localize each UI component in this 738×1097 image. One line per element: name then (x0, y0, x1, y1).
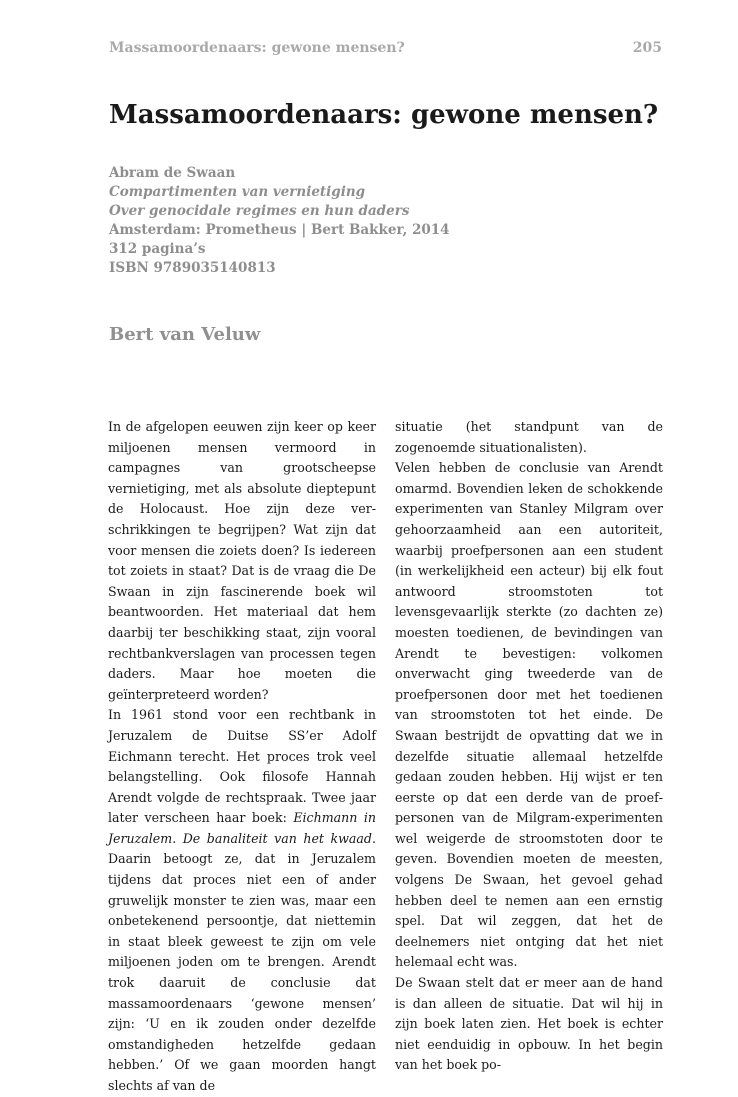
book-title: Compartimenten van vernietiging (109, 184, 366, 200)
running-header (109, 40, 662, 56)
running-title: Massamoordenaars: gewone mensen? (109, 40, 405, 56)
body-column-right (395, 417, 663, 1076)
paragraph-text: In 1961 stond voor een rechtbank in Jeruzalem de Duitse SS’er Adolf Eichmann terecht. Het proces trok veel belangstelling. Ook filosofe Hannah Arendt volgde de rechtspraak. Twee jaar later verscheen haar boek: (108, 707, 376, 826)
paragraph: De Swaan stelt dat er meer aan de hand is dan alleen de situatie. Dat wil hij in zijn boek laten zien. Het boek is echter niet eenduidig in opbouw. In het begin van het boek po- (395, 975, 663, 1073)
book-subtitle: Over genocidale regimes en hun daders (109, 203, 410, 219)
reviewer-name: Bert van Veluw (109, 324, 261, 345)
page-number: 205 (632, 40, 662, 56)
book-details (109, 164, 450, 278)
paragraph-text: . Daarin betoogt ze, dat in Jeruzalem tijdens dat proces niet een of ander gruwelijk monster te zien was, maar een onbetekenend persoontje, dat niettemin in staat bleek geweest te zijn om vele miljoenen joden om te brengen. Arendt trok daaruit de conclusie dat massamoordenaars ‘gewone mensen’ zijn: ‘U en ik zouden onder dezelfde omstandigheden hetzelfde gedaan hebben.’ Of we gaan moorden hangt slechts af van de (108, 830, 376, 1093)
paragraph: situatie (het standpunt van de zogenoemde situationalisten). (395, 419, 663, 455)
book-publisher: Amsterdam: Prometheus | Bert Bakker, 2014 (109, 222, 450, 238)
book-author: Abram de Swaan (109, 165, 236, 181)
book-pages: 312 pagina’s (109, 241, 206, 257)
paragraph: Velen hebben de conclusie van Arendt omarmd. Bovendien leken de schokkende experimenten van Stanley Milgram over gehoorzaamheid aan een autoriteit, waarbij proefpersonen aan een student (in werkelijkheid een acteur) bij elk fout antwoord stroomstoten tot levensgevaarlijk sterkte (zo dachten ze) moesten toedienen, de bevindingen van Arendt te bevestigen: volkomen onverwacht ging tweederde van de proefpersonen door met het toedienen van stroomstoten tot het einde. De Swaan bestrijdt de opvatting dat we in dezelfde situatie allemaal hetzelfde gedaan zouden hebben. Hij wijst er ten eerste op dat een derde van de proefpersonen van de Milgram-experimenten wel weigerde de stroomstoten door te geven. Bovendien moeten de meesten, volgens De Swaan, het gevoel gehad hebben deel te nemen aan een ernstig spel. Dat wil zeggen, dat het de deelnemers niet ontging dat het niet helemaal echt was. (395, 460, 663, 970)
article-title: Massamoordenaars: gewone mensen? (109, 100, 659, 130)
paragraph: In de afgelopen eeuwen zijn keer op keer miljoenen mensen vermoord in campagnes van grootscheepse vernietiging, met als absolute dieptepunt de Holocaust. Hoe zijn deze verschrikkingen te begrijpen? Wat zijn dat voor mensen die zoiets doen? Is iedereen tot zoiets in staat? Dat is de vraag die De Swaan in zijn fascinerende boek wil beantwoorden. Het materiaal dat hem daarbij ter beschikking staat, zijn vooral rechtbankverslagen van processen tegen daders. Maar hoe moeten die geïnterpreteerd worden? (108, 419, 376, 702)
body-column-left (108, 417, 376, 1097)
book-isbn: ISBN 9789035140813 (109, 260, 276, 276)
paragraph (108, 705, 376, 1096)
book-reference: Eichmann in Jeruzalem. De banaliteit van het kwaad (108, 810, 376, 846)
